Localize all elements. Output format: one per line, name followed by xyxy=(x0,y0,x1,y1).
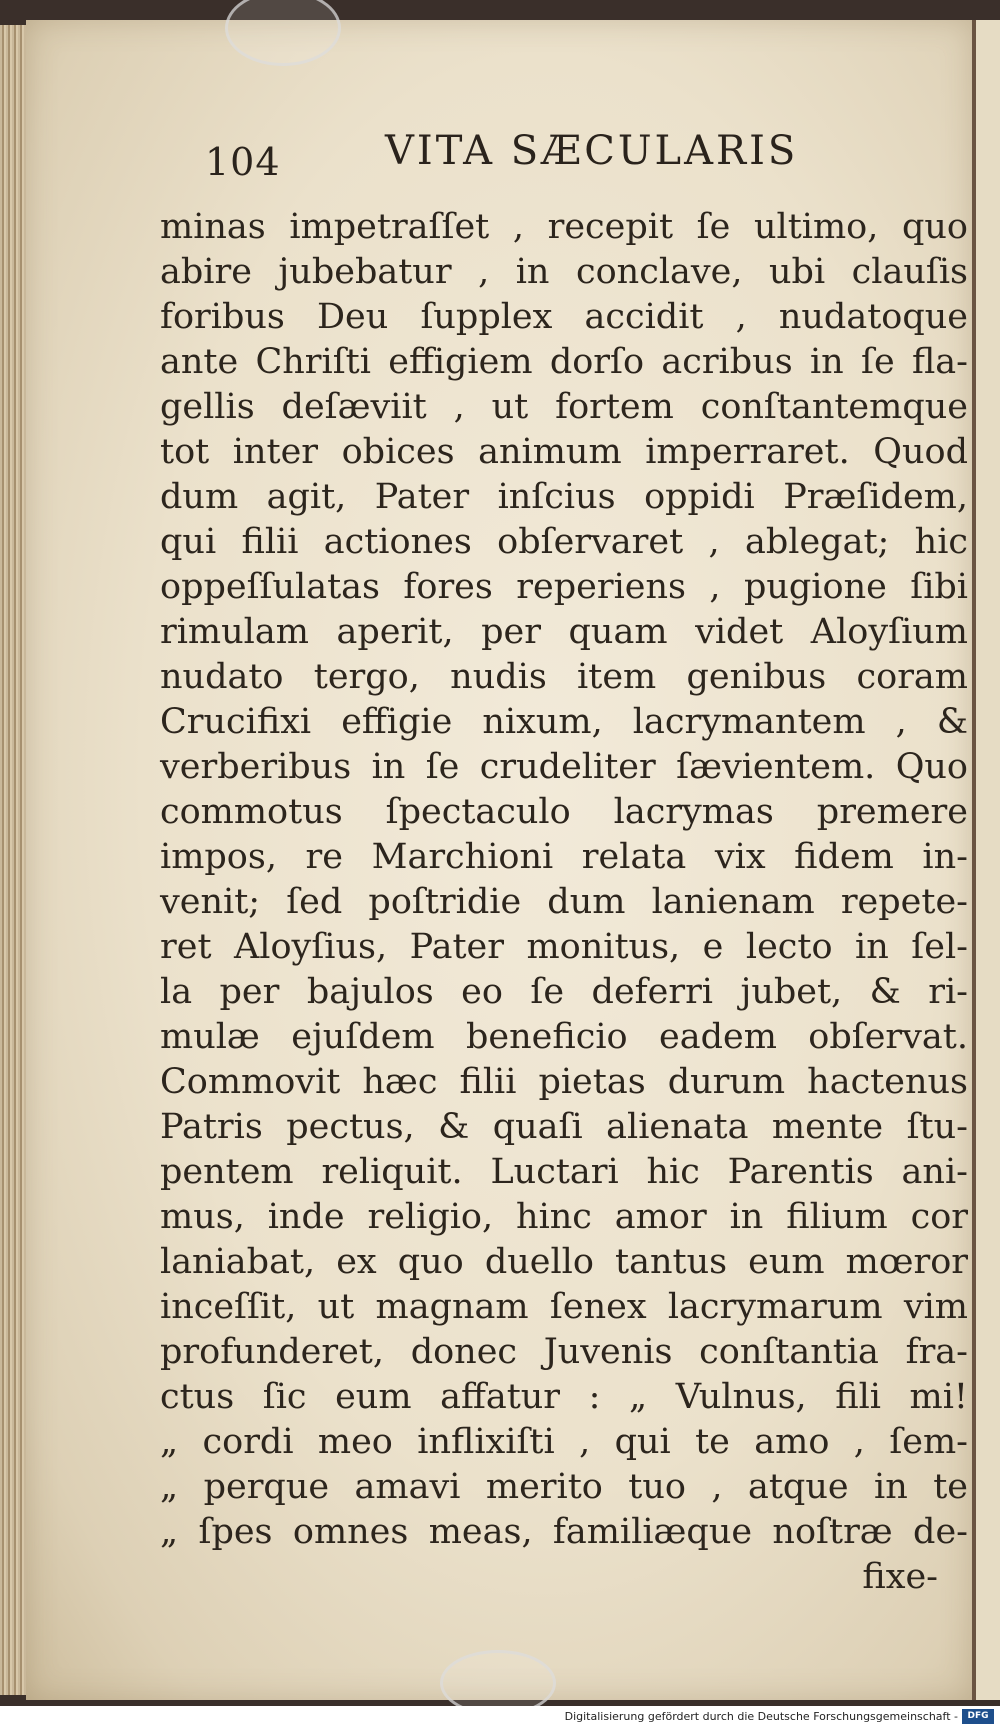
text-line: profunderet, donec Juvenis conſtantia fra- xyxy=(160,1332,968,1372)
text-line: ante Chriſti effigiem dorſo acribus in ſe fla- xyxy=(160,342,968,382)
digitization-footer xyxy=(0,1706,1000,1729)
text-line: verberibus in ſe crudeliter ſævientem. Quo xyxy=(160,747,968,787)
text-line: venit; ſed poſtridie dum lanienam repete- xyxy=(160,882,968,922)
text-line: inceſſit, ut magnam ſenex lacrymarum vim xyxy=(160,1287,968,1327)
text-line: ret Aloyſius, Pater monitus, e lecto in ſel- xyxy=(160,927,968,967)
text-line: „ ſpes omnes meas, familiæque noſtræ de- xyxy=(160,1512,968,1552)
text-line: rimulam aperit, per quam videt Aloyſium xyxy=(160,612,968,652)
text-line: Commovit hæc filii pietas durum hactenus xyxy=(160,1062,968,1102)
text-line: la per bajulos eo ſe deferri jubet, & ri- xyxy=(160,972,968,1012)
body-text xyxy=(160,205,968,1600)
text-line: Patris pectus, & quaſi alienata mente ſtu- xyxy=(160,1107,968,1147)
text-line: laniabat, ex quo duello tantus eum mœror xyxy=(160,1242,968,1282)
text-line: ctus ſic eum affatur : „ Vulnus, fili mi! xyxy=(160,1377,968,1417)
text-line: minas impetraſſet , recepit ſe ultimo, quo xyxy=(160,207,968,247)
text-line: nudato tergo, nudis item genibus coram xyxy=(160,657,968,697)
footer-credit: Digitalisierung gefördert durch die Deutsche Forschungsgemeinschaft - xyxy=(564,1710,958,1723)
text-line: oppeſſulatas fores reperiens , pugione ſibi xyxy=(160,567,968,607)
page-header xyxy=(205,128,815,188)
text-line: qui filii actiones obſervaret , ablegat; hic xyxy=(160,522,968,562)
catchword: fixe- xyxy=(862,1557,938,1597)
text-line: tot inter obices animum imperraret. Quod xyxy=(160,432,968,472)
text-line: abire jubebatur , in conclave, ubi clauſis xyxy=(160,252,968,292)
running-head: VITA SÆCULARIS xyxy=(385,128,799,174)
text-line: mus, inde religio, hinc amor in filium cor xyxy=(160,1197,968,1237)
page-number: 104 xyxy=(205,140,281,184)
text-line: Crucifixi effigie nixum, lacrymantem , & xyxy=(160,702,968,742)
text-line: „ cordi meo inflixiſti , qui te amo , ſem- xyxy=(160,1422,968,1462)
text-line: commotus ſpectaculo lacrymas premere xyxy=(160,792,968,832)
text-line: pentem reliquit. Luctari hic Parentis ani- xyxy=(160,1152,968,1192)
book-edge-right xyxy=(972,20,1000,1700)
text-line: gellis deſæviit , ut fortem conſtantemque xyxy=(160,387,968,427)
text-line: „ perque amavi merito tuo , atque in te xyxy=(160,1467,968,1507)
text-line: dum agit, Pater inſcius oppidi Præſidem, xyxy=(160,477,968,517)
text-line: mulæ ejuſdem beneficio eadem obſervat. xyxy=(160,1017,968,1057)
text-line: impos, re Marchioni relata vix fidem in- xyxy=(160,837,968,877)
dfg-logo: DFG xyxy=(962,1709,994,1724)
text-line: foribus Deu ſupplex accidit , nudatoque xyxy=(160,297,968,337)
